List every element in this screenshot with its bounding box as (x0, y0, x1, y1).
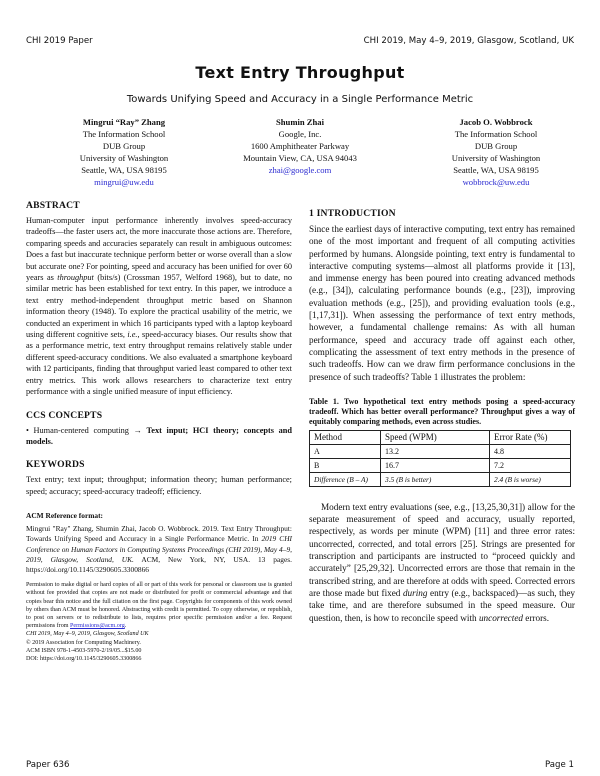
table-cell: A (310, 444, 381, 458)
footer-page-number: Page 1 (544, 760, 574, 770)
author-email-link[interactable]: mingrui@uw.edu (94, 177, 154, 187)
paper-title: Text Entry Throughput (195, 63, 405, 82)
isbn-line: ACM ISBN 978-1-4503-5970-2/19/05...$15.00 (26, 647, 142, 654)
table-row (310, 458, 571, 472)
author-name: Shumin Zhai (275, 117, 324, 127)
author-affiliation: The Information School (454, 129, 538, 139)
author-block (396, 116, 596, 188)
author-affiliation: 1600 Amphitheater Parkway (250, 141, 350, 151)
right-column (309, 208, 575, 624)
keywords-text: Text entry; text input; throughput; information theory; human performance; speed; accuracy; speed-accuracy tradeoff; efficiency. (26, 475, 292, 496)
ccs-text: • Human-centered computing → Text input; HCI theory; concepts and models. (26, 425, 292, 446)
conference-info: CHI 2019, May 4–9, 2019, Glasgow, Scotland UK (26, 631, 149, 638)
left-column (26, 200, 292, 663)
introduction-heading: 1 INTRODUCTION (309, 208, 396, 219)
acm-reference-heading: ACM Reference format: (26, 511, 104, 521)
table-header-cell: Speed (WPM) (381, 430, 490, 444)
author-block (200, 116, 400, 176)
table-cell: 4.8 (490, 444, 571, 458)
author-affiliation: Seattle, WA, USA 98195 (81, 165, 167, 175)
table-cell: 2.4 (B is worse) (490, 472, 571, 486)
author-affiliation: Google, Inc. (278, 129, 322, 139)
copyright-line: © 2019 Association for Computing Machinery. (26, 639, 141, 646)
table-cell: B (310, 458, 381, 472)
table-cell: 3.5 (B is better) (381, 472, 490, 486)
table-cell: 7.2 (490, 458, 571, 472)
table-header-cell: Error Rate (%) (490, 430, 571, 444)
table-row (310, 444, 571, 458)
acm-reference-text: Mingrui "Ray" Zhang, Shumin Zhai, Jacob O. Wobbrock. 2019. Text Entry Throughput: Towards Unifying Speed and Accuracy in a Single Performance Metric. In 2019 CHI Conference on Human Factors in Computing Systems Proceedings (CHI 2019), May 4–9, 2019, Glasgow, Scotland, UK. ACM, New York, NY, USA. 13 pages. https://doi.org/10.1145/3290605.3300866 (26, 524, 292, 574)
ccs-heading: CCS CONCEPTS (26, 409, 103, 421)
table-caption: Table 1. Two hypothetical text entry methods posing a speed-accuracy tradeoff. Which has better overall performance? Throughput gives a way of equitably comparing methods, even across studies. (309, 396, 575, 426)
footer-paper-number: Paper 636 (26, 760, 70, 770)
table-cell: 16.7 (381, 458, 490, 472)
running-header-right: CHI 2019, May 4–9, 2019, Glasgow, Scotland, UK (363, 36, 574, 46)
author-email-link[interactable]: wobbrock@uw.edu (462, 177, 530, 187)
doi-line: DOI: https://doi.org/10.1145/3290605.3300866 (26, 655, 142, 662)
abstract-heading: ABSTRACT (26, 200, 80, 211)
author-affiliation: University of Washington (79, 153, 169, 163)
author-email-link[interactable]: zhai@google.com (268, 165, 332, 175)
table-cell: 13.2 (381, 444, 490, 458)
author-block (24, 116, 224, 188)
author-affiliation: University of Washington (451, 153, 541, 163)
abstract-text: Human-computer input performance inherently involves speed-accuracy tradeoffs—the faster users act, the more inaccurate those actions are. Therefore, comparing speeds and accuracies separately can result in ambiguous outcomes: Does a fast but inaccurate technique perform better or worse overall than a slow but accurate one? For pointing, speed and accuracy has been unified for over 60 years as throughput (bits/s) (Crossman 1957, Welford 1968), but to date, no similar metric has been established for text entry. In this paper, we introduce a text entry method-independent throughput metric based on Shannon information theory (1948). To explore the practical usability of the metric, we conducted an experiment in which 16 participants typed with a laptop keyboard using different cognitive sets, i.e., speed-accuracy biases. Our results show that as a performance metric, text entry throughput remains relatively stable under different speed-accuracy conditions. We also evaluated a smartphone keyboard with 12 participants, finding that throughput varied least compared to other text entry metrics. This work allows researchers to characterize text entry performance with a single unified measure of input efficiency. (26, 216, 292, 397)
permissions-email-link[interactable]: Permissions@acm.org (70, 623, 125, 630)
author-affiliation: Seattle, WA, USA 98195 (453, 165, 539, 175)
author-name: Jacob O. Wobbrock (459, 117, 533, 127)
author-affiliation: DUB Group (474, 141, 518, 151)
introduction-paragraph: Since the earliest days of interactive computing, text entry has remained one of the most important and frequent of all computing activities performed by humans. Alongside pointing, text entry is fundamental to interactive computing systems—almost all platforms provide it [13], and immense energy has been poured into creating advanced methods (e.g., [34]), calculating performance bounds (e.g., [23]), improving evaluation methods (e.g., [25]), and providing evaluation tools (e.g., [1,17,31]). When assessing the performance of text entry methods, however, a fundamental challenge remains: As with all human performance, speed and accuracy trade off against each other, complicating the assessment of text entry methods in the presence of such tradeoffs. How can we draw firm performance conclusions in the presence of such tradeoffs? Table 1 illustrates the problem: (309, 224, 575, 382)
introduction-paragraph: Modern text entry evaluations (see, e.g., [13,25,30,31]) allow for the separate measurement of speed and accuracy, usually reported, respectively, as words per minute (WPM) [11] and three error rates: uncorrected, corrected, and total errors [25]. Strings are presented for transcription and participants are instructed to “proceed quickly and accurately” [25,29,32]. Uncorrected errors are those that remain in the transcribed string, and are therefore at odds with speed. Corrected errors are those made but fixed during entry (e.g., backspaced)—as such, they take time, and are therefore subsumed in the speed measure. Our question, then, is how to reconcile speed with uncorrected errors. (309, 501, 575, 623)
author-affiliation: The Information School (82, 129, 166, 139)
running-header-left: CHI 2019 Paper (26, 36, 93, 46)
table-header-row (310, 430, 571, 444)
keywords-heading: KEYWORDS (26, 459, 85, 471)
results-table (309, 430, 571, 487)
table-header-cell: Method (310, 430, 381, 444)
author-affiliation: DUB Group (102, 141, 146, 151)
paper-subtitle: Towards Unifying Speed and Accuracy in a Single Performance Metric (126, 94, 474, 105)
table-cell: Difference (B – A) (310, 472, 381, 486)
author-name: Mingrui “Ray” Zhang (82, 117, 166, 127)
table-row (310, 472, 571, 486)
author-affiliation: Mountain View, CA, USA 94043 (243, 153, 357, 163)
permission-notice: Permission to make digital or hard copies of all or part of this work for personal or classroom use is granted without fee provided that copies are not made or distributed for profit or commercial advantage and that copies bear this notice and the full citation on the first page. Copyrights for components of this work owned by others than ACM must be honored. Abstracting with credit is permitted. To copy otherwise, or republish, to post on servers or to redistribute to lists, requires prior specific permission and/or a fee. Request permissions from Permissions@acm.org. (26, 582, 292, 630)
